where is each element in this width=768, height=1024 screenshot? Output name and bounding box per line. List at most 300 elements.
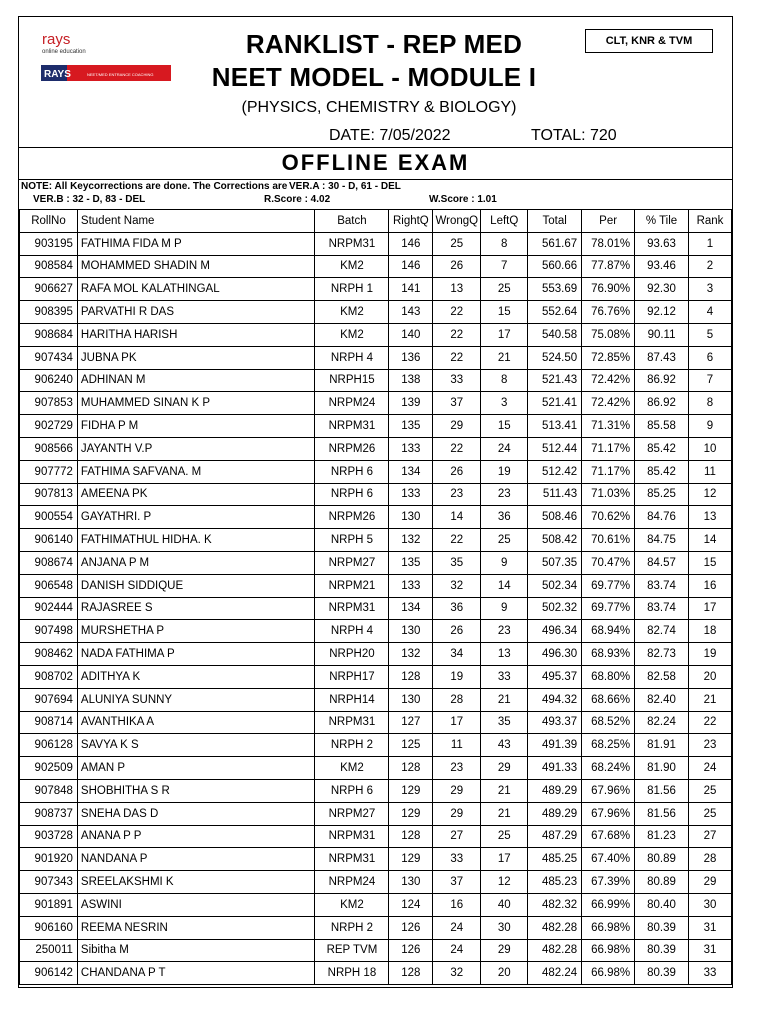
cell-student-name: MOHAMMED SHADIN M: [77, 255, 315, 278]
cell-rightq: 133: [389, 574, 433, 597]
cell-rank: 9: [688, 415, 731, 438]
ranklist-sheet: [18, 16, 733, 988]
cell-student-name: DANISH SIDDIQUE: [77, 574, 315, 597]
cell-percentile: 83.74: [635, 597, 689, 620]
cell-student-name: JAYANTH V.P: [77, 437, 315, 460]
cell-student-name: FATHIMATHUL HIDHA. K: [77, 529, 315, 552]
cell-batch: NRPH 18: [315, 962, 389, 985]
col-header-batch: Batch: [315, 210, 389, 233]
cell-leftq: 24: [481, 437, 528, 460]
note-line-1: NOTE: All Keycorrections are done. The Corrections are: [21, 181, 288, 192]
cell-wrongq: 24: [433, 939, 481, 962]
header: [19, 17, 732, 148]
svg-text:RAYS: RAYS: [44, 69, 71, 80]
cell-leftq: 21: [481, 688, 528, 711]
cell-leftq: 8: [481, 232, 528, 255]
cell-per: 70.62%: [582, 506, 635, 529]
cell-percentile: 82.74: [635, 620, 689, 643]
table-row: [20, 848, 732, 871]
cell-batch: NRPH15: [315, 369, 389, 392]
cell-batch: NRPM21: [315, 574, 389, 597]
cell-rank: 22: [688, 711, 731, 734]
cell-percentile: 86.92: [635, 392, 689, 415]
cell-per: 68.24%: [582, 757, 635, 780]
cell-wrongq: 16: [433, 893, 481, 916]
cell-rightq: 128: [389, 825, 433, 848]
cell-rank: 18: [688, 620, 731, 643]
cell-total: 561.67: [528, 232, 582, 255]
cell-rank: 33: [688, 962, 731, 985]
cell-wrongq: 26: [433, 460, 481, 483]
cell-batch: KM2: [315, 757, 389, 780]
cell-wrongq: 25: [433, 232, 481, 255]
cell-percentile: 82.40: [635, 688, 689, 711]
col-header-rightq: RightQ: [389, 210, 433, 233]
cell-per: 71.03%: [582, 483, 635, 506]
cell-rank: 29: [688, 871, 731, 894]
table-row: [20, 802, 732, 825]
cell-leftq: 17: [481, 323, 528, 346]
cell-student-name: ALUNIYA SUNNY: [77, 688, 315, 711]
table-row: [20, 825, 732, 848]
cell-student-name: AMAN P: [77, 757, 315, 780]
table-row: [20, 415, 732, 438]
cell-total: 507.35: [528, 551, 582, 574]
table-row: [20, 620, 732, 643]
cell-leftq: 43: [481, 734, 528, 757]
table-row: [20, 392, 732, 415]
cell-rightq: 130: [389, 688, 433, 711]
cell-rightq: 130: [389, 620, 433, 643]
col-header-per: Per: [582, 210, 635, 233]
cell-rank: 6: [688, 346, 731, 369]
cell-rollno: 908462: [20, 643, 78, 666]
cell-leftq: 29: [481, 757, 528, 780]
cell-rightq: 133: [389, 437, 433, 460]
cell-total: 482.28: [528, 916, 582, 939]
cell-percentile: 82.58: [635, 665, 689, 688]
cell-leftq: 19: [481, 460, 528, 483]
cell-rightq: 134: [389, 597, 433, 620]
cell-wrongq: 34: [433, 643, 481, 666]
cell-per: 67.68%: [582, 825, 635, 848]
cell-rightq: 128: [389, 962, 433, 985]
cell-rollno: 906240: [20, 369, 78, 392]
exam-type: OFFLINE EXAM: [19, 147, 732, 180]
cell-batch: NRPH 2: [315, 916, 389, 939]
cell-total: 496.34: [528, 620, 582, 643]
cell-rank: 15: [688, 551, 731, 574]
cell-rollno: 908674: [20, 551, 78, 574]
cell-student-name: ANANA P P: [77, 825, 315, 848]
cell-batch: NRPH20: [315, 643, 389, 666]
cell-leftq: 29: [481, 939, 528, 962]
cell-batch: KM2: [315, 323, 389, 346]
cell-batch: NRPH 5: [315, 529, 389, 552]
cell-wrongq: 22: [433, 529, 481, 552]
cell-wrongq: 17: [433, 711, 481, 734]
cell-total: 482.32: [528, 893, 582, 916]
cell-leftq: 23: [481, 483, 528, 506]
cell-rollno: 907498: [20, 620, 78, 643]
cell-rightq: 141: [389, 278, 433, 301]
cell-batch: KM2: [315, 255, 389, 278]
cell-rank: 21: [688, 688, 731, 711]
cell-per: 68.93%: [582, 643, 635, 666]
cell-rollno: 908684: [20, 323, 78, 346]
cell-rank: 2: [688, 255, 731, 278]
cell-percentile: 80.89: [635, 848, 689, 871]
cell-percentile: 81.90: [635, 757, 689, 780]
cell-student-name: SAVYA K S: [77, 734, 315, 757]
cell-total: 512.42: [528, 460, 582, 483]
cell-percentile: 93.46: [635, 255, 689, 278]
cell-rollno: 901920: [20, 848, 78, 871]
cell-wrongq: 19: [433, 665, 481, 688]
cell-per: 66.98%: [582, 939, 635, 962]
cell-leftq: 30: [481, 916, 528, 939]
version-b-correction: VER.B : 32 - D, 83 - DEL: [33, 194, 146, 205]
cell-total: 521.41: [528, 392, 582, 415]
cell-total: 552.64: [528, 301, 582, 324]
cell-leftq: 25: [481, 278, 528, 301]
cell-rollno: 903195: [20, 232, 78, 255]
cell-batch: NRPH 4: [315, 620, 389, 643]
cell-student-name: ASWINI: [77, 893, 315, 916]
cell-batch: NRPM26: [315, 506, 389, 529]
cell-wrongq: 27: [433, 825, 481, 848]
cell-leftq: 23: [481, 620, 528, 643]
cell-total: 482.28: [528, 939, 582, 962]
table-row: [20, 643, 732, 666]
cell-rightq: 138: [389, 369, 433, 392]
cell-total: 485.23: [528, 871, 582, 894]
cell-wrongq: 29: [433, 802, 481, 825]
cell-leftq: 35: [481, 711, 528, 734]
cell-student-name: AMEENA PK: [77, 483, 315, 506]
cell-batch: NRPM24: [315, 871, 389, 894]
cell-rollno: 906140: [20, 529, 78, 552]
cell-rightq: 134: [389, 460, 433, 483]
cell-total: 496.30: [528, 643, 582, 666]
cell-per: 77.87%: [582, 255, 635, 278]
table-row: [20, 779, 732, 802]
cell-percentile: 92.30: [635, 278, 689, 301]
table-row: [20, 301, 732, 324]
cell-rollno: 902509: [20, 757, 78, 780]
cell-percentile: 84.76: [635, 506, 689, 529]
cell-per: 68.25%: [582, 734, 635, 757]
cell-per: 71.17%: [582, 460, 635, 483]
col-header-rollno: RollNo: [20, 210, 78, 233]
cell-per: 70.61%: [582, 529, 635, 552]
exam-date: DATE: 7/05/2022: [329, 127, 451, 144]
cell-rightq: 127: [389, 711, 433, 734]
cell-per: 70.47%: [582, 551, 635, 574]
table-row: [20, 688, 732, 711]
cell-wrongq: 36: [433, 597, 481, 620]
cell-student-name: RAFA MOL KALATHINGAL: [77, 278, 315, 301]
cell-total: 513.41: [528, 415, 582, 438]
cell-rightq: 129: [389, 848, 433, 871]
cell-rank: 14: [688, 529, 731, 552]
col-header-leftq: LeftQ: [481, 210, 528, 233]
cell-batch: NRPH 6: [315, 779, 389, 802]
cell-wrongq: 28: [433, 688, 481, 711]
cell-total: 491.33: [528, 757, 582, 780]
cell-leftq: 8: [481, 369, 528, 392]
cell-leftq: 9: [481, 551, 528, 574]
cell-student-name: JUBNA PK: [77, 346, 315, 369]
cell-rightq: 130: [389, 506, 433, 529]
cell-leftq: 9: [481, 597, 528, 620]
cell-per: 68.52%: [582, 711, 635, 734]
cell-total: 560.66: [528, 255, 582, 278]
cell-rollno: 906548: [20, 574, 78, 597]
cell-rollno: 903728: [20, 825, 78, 848]
cell-per: 76.76%: [582, 301, 635, 324]
cell-per: 71.31%: [582, 415, 635, 438]
cell-rightq: 135: [389, 551, 433, 574]
cell-wrongq: 26: [433, 255, 481, 278]
cell-percentile: 81.91: [635, 734, 689, 757]
cell-batch: NRPH 1: [315, 278, 389, 301]
cell-leftq: 40: [481, 893, 528, 916]
table-row: [20, 893, 732, 916]
cell-percentile: 86.92: [635, 369, 689, 392]
cell-wrongq: 14: [433, 506, 481, 529]
table-row: [20, 734, 732, 757]
cell-wrongq: 22: [433, 437, 481, 460]
table-row: [20, 506, 732, 529]
col-header-rank: Rank: [688, 210, 731, 233]
table-row: [20, 597, 732, 620]
cell-percentile: 81.23: [635, 825, 689, 848]
cell-percentile: 80.39: [635, 962, 689, 985]
cell-total: 489.29: [528, 802, 582, 825]
cell-student-name: HARITHA HARISH: [77, 323, 315, 346]
cell-rank: 7: [688, 369, 731, 392]
cell-batch: NRPH14: [315, 688, 389, 711]
cell-batch: NRPM31: [315, 825, 389, 848]
cell-per: 68.80%: [582, 665, 635, 688]
cell-percentile: 81.56: [635, 802, 689, 825]
cell-student-name: RAJASREE S: [77, 597, 315, 620]
cell-rightq: 133: [389, 483, 433, 506]
cell-total: 524.50: [528, 346, 582, 369]
table-row: [20, 346, 732, 369]
cell-rollno: 908714: [20, 711, 78, 734]
cell-percentile: 83.74: [635, 574, 689, 597]
cell-per: 68.66%: [582, 688, 635, 711]
cell-percentile: 87.43: [635, 346, 689, 369]
cell-rank: 24: [688, 757, 731, 780]
cell-rank: 25: [688, 802, 731, 825]
rays-logo: [39, 29, 171, 87]
cell-rightq: 139: [389, 392, 433, 415]
cell-rank: 25: [688, 779, 731, 802]
cell-percentile: 82.73: [635, 643, 689, 666]
cell-batch: NRPH 6: [315, 483, 389, 506]
cell-batch: NRPH 6: [315, 460, 389, 483]
cell-student-name: AVANTHIKA A: [77, 711, 315, 734]
table-row: [20, 939, 732, 962]
cell-per: 72.42%: [582, 369, 635, 392]
table-row: [20, 437, 732, 460]
svg-text:rays: rays: [42, 31, 71, 48]
cell-percentile: 84.75: [635, 529, 689, 552]
cell-leftq: 15: [481, 415, 528, 438]
cell-batch: NRPH 4: [315, 346, 389, 369]
cell-wrongq: 29: [433, 779, 481, 802]
cell-rank: 17: [688, 597, 731, 620]
cell-leftq: 17: [481, 848, 528, 871]
cell-leftq: 21: [481, 346, 528, 369]
cell-rollno: 907772: [20, 460, 78, 483]
cell-student-name: ADHINAN M: [77, 369, 315, 392]
cell-rollno: 908566: [20, 437, 78, 460]
cell-percentile: 92.12: [635, 301, 689, 324]
cell-wrongq: 32: [433, 962, 481, 985]
svg-text:NEET/MED ENTRANCE COACHING: NEET/MED ENTRANCE COACHING: [87, 72, 154, 77]
wrong-score: W.Score : 1.01: [429, 194, 497, 205]
cell-total: 502.32: [528, 597, 582, 620]
cell-batch: NRPM26: [315, 437, 389, 460]
cell-rightq: 128: [389, 757, 433, 780]
cell-wrongq: 11: [433, 734, 481, 757]
cell-per: 75.08%: [582, 323, 635, 346]
cell-wrongq: 35: [433, 551, 481, 574]
cell-per: 71.17%: [582, 437, 635, 460]
table-row: [20, 529, 732, 552]
cell-wrongq: 29: [433, 415, 481, 438]
cell-leftq: 25: [481, 825, 528, 848]
right-score: R.Score : 4.02: [264, 194, 331, 205]
key-correction-notes: [19, 179, 732, 209]
cell-rank: 16: [688, 574, 731, 597]
cell-per: 72.42%: [582, 392, 635, 415]
col-header-wrongq: WrongQ: [433, 210, 481, 233]
cell-rank: 12: [688, 483, 731, 506]
version-a-correction: VER.A : 30 - D, 61 - DEL: [289, 181, 401, 192]
cell-student-name: FATHIMA SAFVANA. M: [77, 460, 315, 483]
cell-leftq: 15: [481, 301, 528, 324]
cell-batch: NRPM27: [315, 802, 389, 825]
cell-rollno: 907813: [20, 483, 78, 506]
cell-rollno: 907343: [20, 871, 78, 894]
cell-batch: NRPM27: [315, 551, 389, 574]
cell-total: 487.29: [528, 825, 582, 848]
cell-per: 66.98%: [582, 962, 635, 985]
cell-batch: KM2: [315, 893, 389, 916]
cell-rollno: 907848: [20, 779, 78, 802]
cell-rank: 4: [688, 301, 731, 324]
cell-rollno: 906142: [20, 962, 78, 985]
cell-batch: NRPM24: [315, 392, 389, 415]
cell-wrongq: 22: [433, 346, 481, 369]
cell-rank: 5: [688, 323, 731, 346]
cell-wrongq: 32: [433, 574, 481, 597]
cell-rank: 3: [688, 278, 731, 301]
table-row: [20, 483, 732, 506]
cell-per: 69.77%: [582, 597, 635, 620]
cell-rank: 19: [688, 643, 731, 666]
title-line-1: RANKLIST - REP MED: [245, 29, 523, 59]
table-row: [20, 278, 732, 301]
cell-percentile: 85.42: [635, 460, 689, 483]
cell-rightq: 132: [389, 529, 433, 552]
cell-rollno: 902729: [20, 415, 78, 438]
cell-total: 512.44: [528, 437, 582, 460]
cell-batch: NRPM31: [315, 848, 389, 871]
table-row: [20, 551, 732, 574]
cell-rightq: 146: [389, 255, 433, 278]
col-header-total: Total: [528, 210, 582, 233]
table-row: [20, 871, 732, 894]
col-header-student-name: Student Name: [77, 210, 315, 233]
table-body: [20, 232, 732, 984]
cell-wrongq: 26: [433, 620, 481, 643]
cell-rightq: 126: [389, 939, 433, 962]
cell-rollno: 900554: [20, 506, 78, 529]
cell-leftq: 12: [481, 871, 528, 894]
cell-total: 540.58: [528, 323, 582, 346]
cell-total: 508.46: [528, 506, 582, 529]
cell-student-name: Sibitha M: [77, 939, 315, 962]
cell-percentile: 90.11: [635, 323, 689, 346]
centres-box: CLT, KNR & TVM: [585, 29, 713, 53]
cell-total: 482.24: [528, 962, 582, 985]
cell-rightq: 143: [389, 301, 433, 324]
cell-wrongq: 37: [433, 392, 481, 415]
cell-total: 508.42: [528, 529, 582, 552]
cell-total: 495.37: [528, 665, 582, 688]
table-row: [20, 323, 732, 346]
cell-wrongq: 37: [433, 871, 481, 894]
cell-total: 489.29: [528, 779, 582, 802]
cell-total: 553.69: [528, 278, 582, 301]
cell-rank: 8: [688, 392, 731, 415]
cell-student-name: SNEHA DAS D: [77, 802, 315, 825]
cell-batch: NRPM31: [315, 415, 389, 438]
cell-per: 69.77%: [582, 574, 635, 597]
cell-rank: 10: [688, 437, 731, 460]
cell-rollno: 908737: [20, 802, 78, 825]
cell-rank: 23: [688, 734, 731, 757]
cell-wrongq: 13: [433, 278, 481, 301]
cell-rollno: 908702: [20, 665, 78, 688]
table-row: [20, 962, 732, 985]
table-row: [20, 711, 732, 734]
cell-percentile: 85.42: [635, 437, 689, 460]
cell-rightq: 125: [389, 734, 433, 757]
cell-rank: 28: [688, 848, 731, 871]
cell-batch: NRPH 2: [315, 734, 389, 757]
cell-rollno: 906128: [20, 734, 78, 757]
cell-rollno: 906627: [20, 278, 78, 301]
cell-rank: 31: [688, 916, 731, 939]
cell-total: 493.37: [528, 711, 582, 734]
cell-per: 67.96%: [582, 802, 635, 825]
cell-leftq: 33: [481, 665, 528, 688]
cell-total: 502.34: [528, 574, 582, 597]
cell-rightq: 146: [389, 232, 433, 255]
cell-student-name: MUHAMMED SINAN K P: [77, 392, 315, 415]
cell-wrongq: 24: [433, 916, 481, 939]
cell-rightq: 128: [389, 665, 433, 688]
cell-wrongq: 33: [433, 369, 481, 392]
cell-wrongq: 22: [433, 323, 481, 346]
